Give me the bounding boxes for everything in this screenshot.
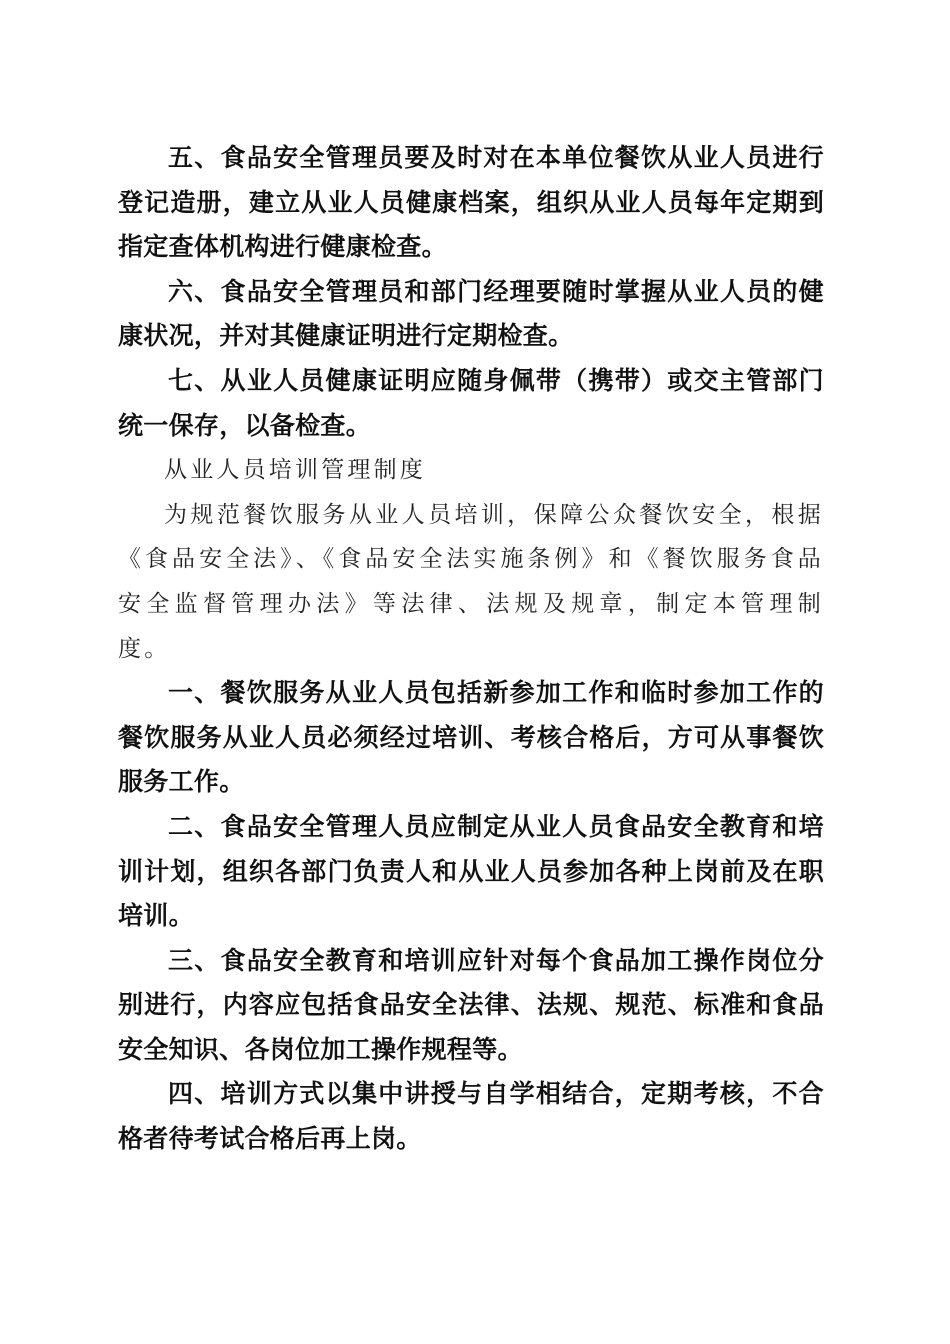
paragraph-training-plan: 二、食品安全管理人员应制定从业人员食品安全教育和培训计划，组织各部门负责人和从业人员参加各种上岗前及在职培训。 xyxy=(118,811,824,931)
section-heading-training: 从业人员培训管理制度 xyxy=(164,457,426,484)
paragraph-health-records: 五、食品安全管理员要及时对在本单位餐饮从业人员进行登记造册，建立从业人员健康档案，组织从业人员每年定期到指定查体机构进行健康检查。 xyxy=(118,143,824,262)
paragraph-training-content: 三、食品安全教育和培训应针对每个食品加工操作岗位分别进行，内容应包括食品安全法律、法规、规范、标准和食品安全知识、各岗位加工操作规程等。 xyxy=(118,945,824,1064)
paragraph-health-certificate: 七、从业人员健康证明应随身佩带（携带）或交主管部门统一保存，以备检查。 xyxy=(118,365,824,440)
paragraph-health-monitoring: 六、食品安全管理员和部门经理要随时掌握从业人员的健康状况，并对其健康证明进行定期检查。 xyxy=(118,276,824,351)
paragraph-training-method: 四、培训方式以集中讲授与自学相结合，定期考核，不合格者待考试合格后再上岗。 xyxy=(118,1079,824,1154)
paragraph-training-intro: 为规范餐饮服务从业人员培训，保障公众餐饮安全，根据《食品安全法》、《食品安全法实施条例》和《餐饮服务食品安全监督管理办法》等法律、法规及规章，制定本管理制度。 xyxy=(118,501,824,662)
paragraph-training-requirement: 一、餐饮服务从业人员包括新参加工作和临时参加工作的餐饮服务从业人员必须经过培训、考核合格后，方可从事餐饮服务工作。 xyxy=(118,678,824,797)
document-body xyxy=(118,136,824,1162)
